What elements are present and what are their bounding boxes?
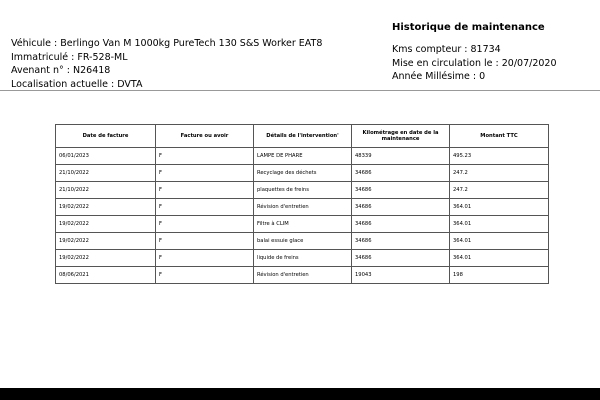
table-row [56,165,549,182]
cell-mileage: 34686 [352,250,450,267]
cell-amount: 364.01 [450,216,549,233]
cell-amount: 247.2 [450,165,549,182]
cell-type: F [156,182,254,199]
cell-mileage: 34686 [352,199,450,216]
cell-type: F [156,199,254,216]
table-row [56,267,549,284]
cell-type: F [156,148,254,165]
header-date: Date de facture [56,125,156,148]
table-header-row [56,125,549,148]
cell-details: Filtre à CLIM [254,216,352,233]
cell-type: F [156,233,254,250]
cell-details: LAMPE DE PHARE [254,148,352,165]
cell-amount: 247.2 [450,182,549,199]
vehicle-model: Véhicule : Berlingo Van M 1000kg PureTech 130 S&S Worker EAT8 [11,38,323,49]
cell-mileage: 19043 [352,267,450,284]
header-amount: Montant TTC [450,125,549,148]
header-details: Détails de l'intervention' [254,125,352,148]
maintenance-info [392,43,557,84]
table-row [56,148,549,165]
cell-date: 08/06/2021 [56,267,156,284]
cell-mileage: 34686 [352,182,450,199]
cell-details: liquide de freins [254,250,352,267]
cell-amount: 495.23 [450,148,549,165]
cell-date: 06/01/2023 [56,148,156,165]
cell-type: F [156,165,254,182]
cell-date: 19/02/2022 [56,199,156,216]
cell-details: plaquettes de freins [254,182,352,199]
cell-type: F [156,216,254,233]
cell-amount: 364.01 [450,233,549,250]
cell-mileage: 34686 [352,165,450,182]
vehicle-location: Localisation actuelle : DVTA [11,78,143,90]
table-row [56,182,549,199]
odometer: Kms compteur : 81734 [392,44,501,55]
cell-date: 19/02/2022 [56,233,156,250]
cell-type: F [156,267,254,284]
cell-details: Révision d'entretien [254,199,352,216]
cell-date: 19/02/2022 [56,216,156,233]
registration-date: Mise en circulation le : 20/07/2020 [392,57,557,69]
model-year: Année Millésime : 0 [392,71,486,82]
header-mileage: Kilométrage en date de la maintenance [352,125,450,148]
cell-mileage: 34686 [352,233,450,250]
cell-date: 19/02/2022 [56,250,156,267]
page-title: Historique de maintenance [392,22,545,33]
cell-type: F [156,250,254,267]
cell-details: Révision d'entretien [254,267,352,284]
cell-amount: 364.01 [450,250,549,267]
cell-date: 21/10/2022 [56,182,156,199]
cell-date: 21/10/2022 [56,165,156,182]
table-row [56,250,549,267]
table-row [56,199,549,216]
table-row [56,216,549,233]
vehicle-info [11,37,322,91]
cell-amount: 198 [450,267,549,284]
cell-mileage: 48339 [352,148,450,165]
cell-amount: 364.01 [450,199,549,216]
vehicle-amendment: Avenant n° : N26418 [11,65,111,76]
maintenance-table [55,124,549,284]
table-row [56,233,549,250]
header-type: Facture ou avoir [156,125,254,148]
cell-details: Recyclage des déchets [254,165,352,182]
cell-details: balai essuie glace [254,233,352,250]
vehicle-registration: Immatriculé : FR-528-ML [11,51,128,63]
cell-mileage: 34686 [352,216,450,233]
divider [0,90,600,91]
